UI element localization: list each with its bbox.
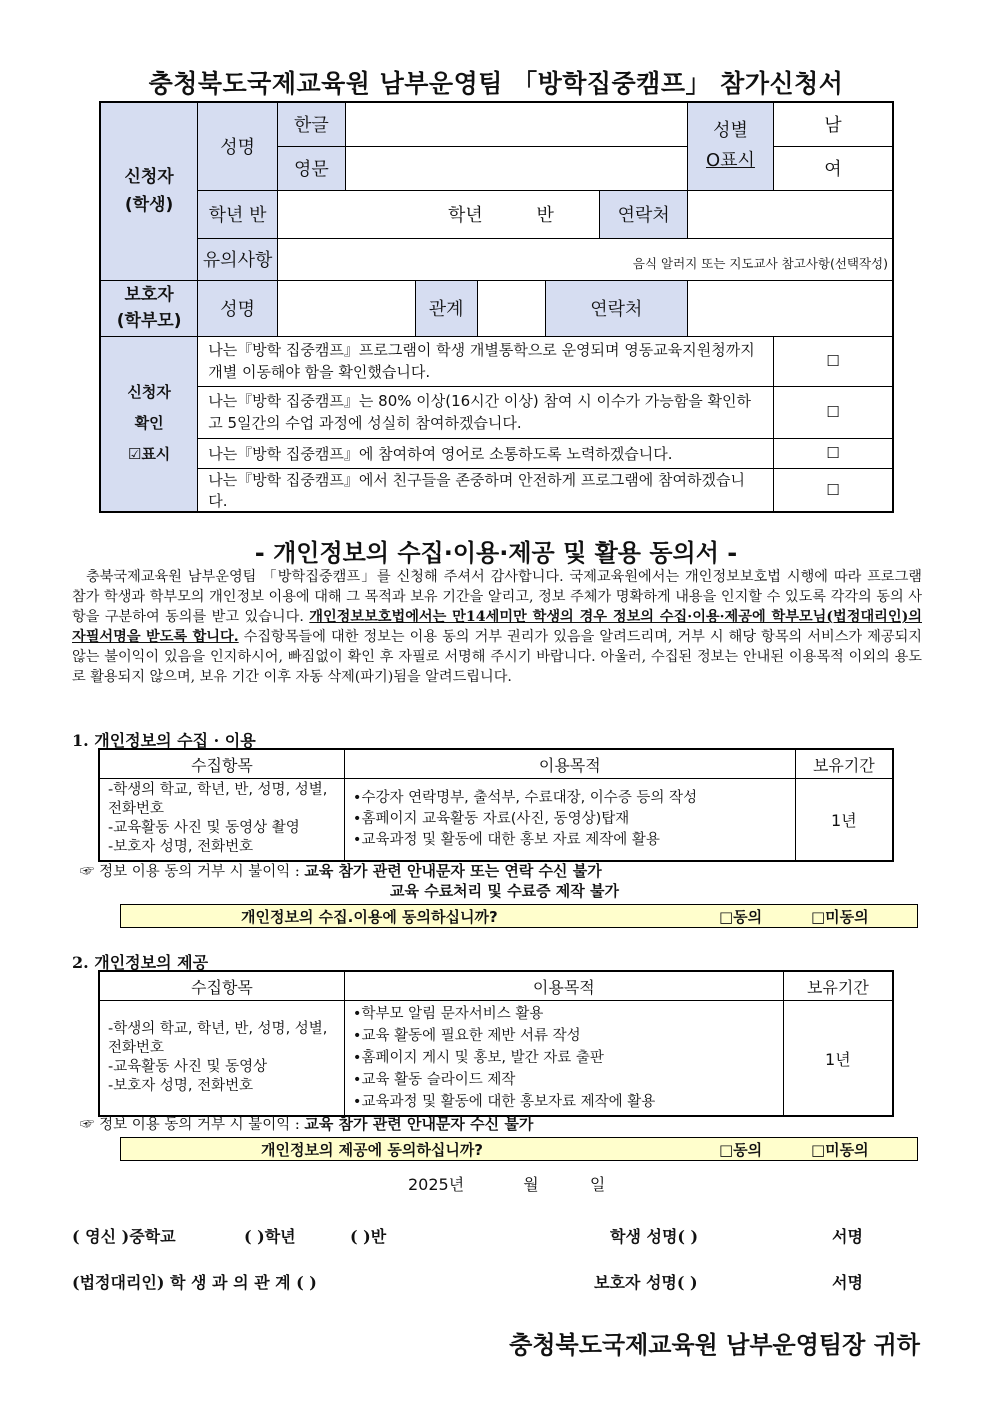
class-word: 반 — [536, 205, 554, 226]
addressee-footer: 충청북도국제교육원 남부운영팀장 귀하 — [509, 1331, 920, 1359]
confirm-item: 나는『방학 집중캠프』는 80% 이상(16시간 이상) 참여 시 이수가 가능함을 확인하고 5일간의 수업 과정에 성실히 참여하겠습니다. — [198, 386, 774, 438]
disagree-checkbox[interactable]: □미동의 — [811, 908, 869, 926]
confirm-item: 나는『방학 집중캠프』에서 친구들을 존중하며 안전하게 프로그램에 참여하겠습니다. — [198, 468, 774, 512]
header-period: 보유기간 — [795, 749, 893, 779]
section1-table — [98, 748, 894, 862]
collected-items-cell — [99, 779, 344, 861]
name-label: 성명 — [198, 102, 278, 190]
intro-bold-text: 개인정보보호법에서는 만14세미만 학생의 경우 정보의 수집·이용·제공에 학부모님(법정대리인)의 자필서명을 받도록 합니다. — [72, 609, 922, 645]
header-purpose: 이용목적 — [344, 971, 783, 1001]
purpose-item: •홈페이지 교육활동 자료(사진, 동영상)탑재 — [352, 810, 630, 827]
grade-class-label: 학년 반 — [198, 190, 278, 238]
gender-female-option[interactable]: 여 — [773, 146, 893, 190]
intro-text-2: 수집항목들에 대한 정보는 이용 동의 거부 권리가 있음을 알려드리며, 거부 시 해당 항목의 서비스가 제공되지 않는 불이익이 있음을 인지하시어, 빠짐없이 확인 후 자필로 서명해 주시기 바랍니다. 아울러, 수집된 정보는 안내된 이용목적 이외의 용도로 활용되지 않으며, 보유 기간 이후 자동 삭제(파기)됨을 알려드립니다. — [72, 629, 923, 685]
confirm-checkbox[interactable]: ☐ — [773, 336, 893, 386]
purpose-cell — [344, 1001, 783, 1117]
gender-label: 성별 — [713, 120, 748, 142]
grade-class-field[interactable] — [277, 190, 599, 238]
collected-item: -교육활동 사진 및 동영상 — [108, 1059, 268, 1075]
purpose-item: •교육과정 및 활동에 대한 홍보 자료 제작에 활용 — [352, 831, 660, 848]
confirm-checkbox[interactable]: ☐ — [773, 438, 893, 468]
gender-mark-label: O표시 — [705, 150, 755, 172]
date-year: 2025년 — [408, 1175, 465, 1194]
consent-title: - 개인정보의 수집·이용·제공 및 활용 동의서 - — [254, 539, 738, 567]
retention-period: 1년 — [795, 779, 893, 861]
refusal-label: ☞ 정보 이용 동의 거부 시 불이익 : — [80, 1117, 305, 1133]
refusal-line: 교육 참가 관련 안내문자 또는 연락 수신 불가 — [304, 862, 602, 880]
notes-hint: 음식 알러지 또는 지도교사 참고사항(선택작성) — [632, 255, 888, 271]
notes-label: 유의사항 — [198, 238, 278, 280]
section2-table — [98, 970, 894, 1117]
guardian-sign-label: 서명 — [832, 1273, 863, 1292]
purpose-item: •수강자 연락명부, 출석부, 수료대장, 이수증 등의 작성 — [352, 789, 698, 806]
date-line — [408, 1172, 605, 1195]
header-purpose: 이용목적 — [344, 749, 795, 779]
korean-name-field[interactable] — [345, 102, 687, 146]
english-label: 영문 — [277, 146, 345, 190]
confirm-section-label: 신청자 확인 ☑표시 — [100, 336, 198, 512]
date-day: 일 — [589, 1175, 606, 1194]
retention-period: 1년 — [783, 1001, 893, 1117]
applicant-section-label: 신청자 (학생) — [100, 102, 198, 280]
collected-item: -학생의 학교, 학년, 반, 성명, 성별, 전화번호 — [108, 1021, 328, 1056]
disagree-checkbox[interactable]: □미동의 — [811, 1141, 869, 1159]
intro-paragraph — [72, 567, 922, 687]
header-period: 보유기간 — [783, 971, 893, 1001]
section1-heading: 1. 개인정보의 수집 · 이용 — [72, 731, 256, 750]
collected-items-cell — [99, 1001, 344, 1117]
guardian-name-label: 성명 — [198, 280, 278, 336]
refusal-line: 교육 참가 관련 안내문자 수신 불가 — [304, 1115, 534, 1133]
purpose-item: •교육과정 및 활동에 대한 홍보자료 제작에 활용 — [352, 1094, 656, 1110]
purpose-cell — [344, 779, 795, 861]
korean-label: 한글 — [277, 102, 345, 146]
section2-consent-bar — [120, 1137, 918, 1161]
grade-word: 학년 — [447, 205, 483, 226]
header-items: 수집항목 — [99, 971, 344, 1001]
section1-refusal-note — [80, 862, 619, 902]
guardian-contact-field[interactable] — [688, 280, 893, 336]
relation-field[interactable] — [477, 280, 545, 336]
notes-field[interactable] — [277, 238, 893, 280]
header-items: 수집항목 — [99, 749, 344, 779]
section2-heading: 2. 개인정보의 제공 — [72, 953, 209, 972]
consent-question: 개인정보의 수집.이용에 동의하십니까? — [241, 908, 498, 926]
consent-question: 개인정보의 제공에 동의하십니까? — [261, 1141, 484, 1159]
section2-refusal-note — [80, 1113, 533, 1134]
purpose-item: •학부모 알림 문자서비스 활용 — [352, 1006, 544, 1022]
purpose-item: •교육 활동에 필요한 제반 서류 작성 — [352, 1028, 581, 1044]
collected-item: -보호자 성명, 전화번호 — [108, 839, 254, 856]
refusal-label: ☞ 정보 이용 동의 거부 시 불이익 : — [80, 864, 305, 880]
guardian-name-field[interactable]: 보호자 성명( ) — [594, 1273, 698, 1292]
student-name-field[interactable]: 학생 성명( ) — [610, 1227, 699, 1246]
contact-label: 연락처 — [600, 190, 688, 238]
purpose-item: •홈페이지 게시 및 홍보, 발간 자료 출판 — [352, 1050, 604, 1066]
collected-item: -학생의 학교, 학년, 반, 성명, 성별, 전화번호 — [108, 782, 328, 818]
guardian-section-label: 보호자 (학부모) — [100, 280, 198, 336]
english-name-field[interactable] — [345, 146, 687, 190]
collected-item: -교육활동 사진 및 동영상 촬영 — [108, 820, 300, 837]
agree-checkbox[interactable]: □동의 — [719, 908, 763, 926]
collected-item: -보호자 성명, 전화번호 — [108, 1078, 254, 1094]
relation-label: 관계 — [415, 280, 477, 336]
relation-field[interactable]: (법정대리인) 학 생 과 의 관 계 ( ) — [72, 1273, 317, 1292]
refusal-line: 교육 수료처리 및 수료증 제작 불가 — [390, 882, 619, 900]
guardian-name-field[interactable] — [277, 280, 415, 336]
confirm-item: 나는『방학 집중캠프』프로그램이 학생 개별통학으로 운영되며 영동교육지원청까지 개별 이동해야 함을 확인했습니다. — [198, 336, 774, 386]
class-field[interactable]: ( )반 — [350, 1227, 387, 1246]
confirm-checkbox[interactable]: ☐ — [773, 468, 893, 512]
document-title: 충청북도국제교육원 남부운영팀 「방학집중캠프」 참가신청서 — [148, 69, 844, 98]
agree-checkbox[interactable]: □동의 — [719, 1141, 763, 1159]
intro-text-1: 충북국제교육원 남부운영팀 「방학집중캠프」를 신청해 주셔서 감사합니다. 국제교육원에서는 개인정보보호법 시행에 따라 프로그램 참가 학생과 학부모의 개인정보 이용에 대해 그 목적과 보유 기간을 알리고, 정보 주체가 명확하게 내용을 인지할 수 있도록 각각의 동의 사항을 구분하여 동의를 받고 있습니다. — [72, 569, 922, 625]
guardian-contact-label: 연락처 — [545, 280, 688, 336]
confirm-item: 나는『방학 집중캠프』에 참여하여 영어로 소통하도록 노력하겠습니다. — [198, 438, 774, 468]
confirm-checkbox[interactable]: ☐ — [773, 386, 893, 438]
gender-label-cell — [688, 102, 774, 190]
contact-field[interactable] — [688, 190, 893, 238]
gender-male-option[interactable]: 남 — [773, 102, 893, 146]
grade-field[interactable]: ( )학년 — [244, 1227, 296, 1246]
date-month: 월 — [523, 1175, 539, 1194]
purpose-item: •교육 활동 슬라이드 제작 — [352, 1072, 516, 1088]
school-field[interactable]: ( 영신 )중학교 — [72, 1227, 176, 1246]
section1-consent-bar — [120, 904, 918, 928]
application-table — [99, 101, 894, 513]
student-sign-label: 서명 — [832, 1227, 863, 1246]
